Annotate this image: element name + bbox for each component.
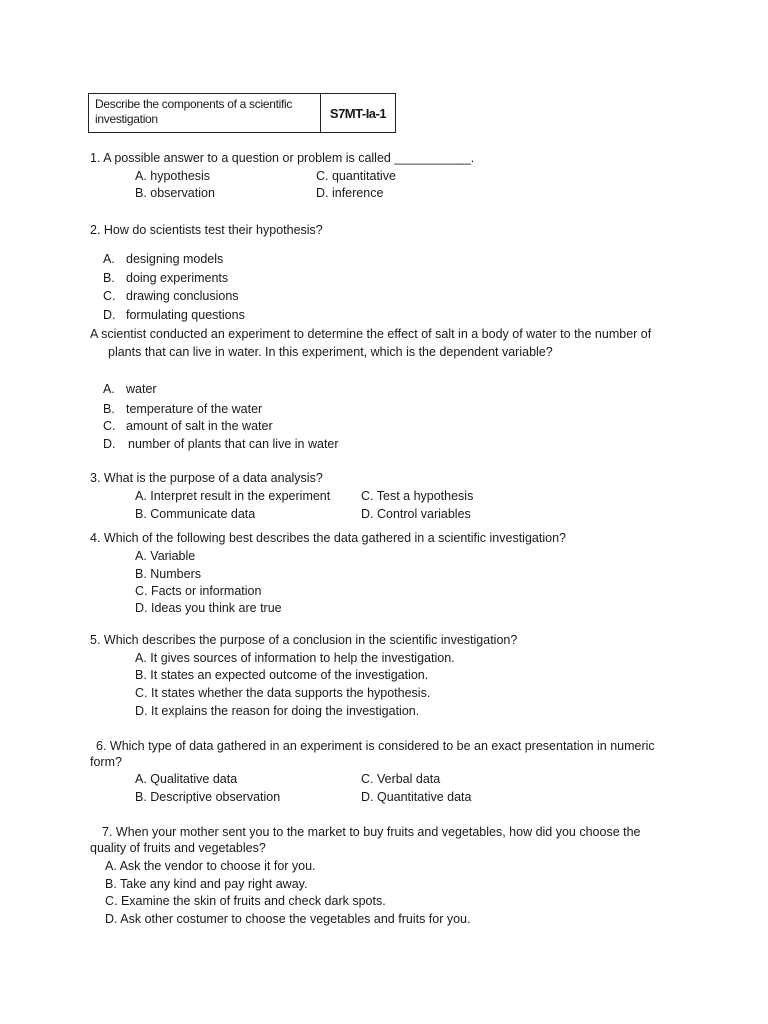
question-4: 4. Which of the following best describes the data gathered in a scientific investigation?	[90, 531, 566, 545]
q4-choice-c: C. Facts or information	[135, 584, 262, 598]
q2-choice-a: designing models	[126, 252, 224, 266]
question-7-line2: quality of fruits and vegetables?	[90, 841, 266, 855]
q2-choice-d: formulating questions	[126, 308, 245, 322]
q2-choice-c-letter: C.	[103, 289, 116, 303]
question-salt-line1: A scientist conducted an experiment to determine the effect of salt in a body of water to the number of	[90, 327, 652, 341]
question-1: 1. A possible answer to a question or problem is called ___________.	[90, 151, 475, 165]
q7-choice-a: A. Ask the vendor to choose it for you.	[105, 859, 316, 873]
q2-choice-b: doing experiments	[126, 271, 229, 285]
competency-description: Describe the components of a scientific investigation	[89, 94, 321, 132]
q3-choice-a: A. Interpret result in the experiment	[135, 489, 331, 503]
question-5: 5. Which describes the purpose of a conclusion in the scientific investigation?	[90, 633, 518, 647]
qsalt-choice-d-letter: D.	[103, 437, 116, 451]
q5-choice-a: A. It gives sources of information to help the investigation.	[135, 651, 455, 665]
q5-choice-d: D. It explains the reason for doing the investigation.	[135, 704, 420, 718]
q6-choice-c: C. Verbal data	[361, 772, 441, 786]
q1-choice-c: C. quantitative	[316, 169, 396, 183]
q2-choice-d-letter: D.	[103, 308, 116, 322]
q1-choice-b: B. observation	[135, 186, 215, 200]
q3-choice-d: D. Control variables	[361, 507, 471, 521]
qsalt-choice-b-letter: B.	[103, 402, 115, 416]
q4-choice-b: B. Numbers	[135, 567, 201, 581]
q3-choice-c: C. Test a hypothesis	[361, 489, 474, 503]
qsalt-choice-a: water	[126, 382, 157, 396]
competency-header-table	[88, 93, 396, 133]
q6-choice-d: D. Quantitative data	[361, 790, 472, 804]
q1-choice-d: D. inference	[316, 186, 384, 200]
q7-choice-d: D. Ask other costumer to choose the vegetables and fruits for you.	[105, 912, 471, 926]
q2-choice-a-letter: A.	[103, 252, 115, 266]
qsalt-choice-b: temperature of the water	[126, 402, 263, 416]
qsalt-choice-c: amount of salt in the water	[126, 419, 273, 433]
q7-choice-c: C. Examine the skin of fruits and check dark spots.	[105, 894, 386, 908]
q6-choice-a: A. Qualitative data	[135, 772, 238, 786]
q5-choice-b: B. It states an expected outcome of the investigation.	[135, 668, 429, 682]
qsalt-choice-d: number of plants that can live in water	[128, 437, 339, 451]
q5-choice-c: C. It states whether the data supports the hypothesis.	[135, 686, 431, 700]
q1-choice-a: A. hypothesis	[135, 169, 211, 183]
question-6-line1: 6. Which type of data gathered in an experiment is considered to be an exact presentation in numeric	[96, 739, 655, 753]
q6-choice-b: B. Descriptive observation	[135, 790, 281, 804]
question-2: 2. How do scientists test their hypothesis?	[90, 223, 323, 237]
q3-choice-b: B. Communicate data	[135, 507, 256, 521]
competency-code: S7MT-Ia-1	[329, 105, 387, 121]
qsalt-choice-c-letter: C.	[103, 419, 116, 433]
q4-choice-a: A. Variable	[135, 549, 196, 563]
q2-choice-b-letter: B.	[103, 271, 115, 285]
q2-choice-c: drawing conclusions	[126, 289, 239, 303]
qsalt-choice-a-letter: A.	[103, 382, 115, 396]
q7-choice-b: B. Take any kind and pay right away.	[105, 877, 308, 891]
q4-choice-d: D. Ideas you think are true	[135, 601, 282, 615]
question-salt-line2: plants that can live in water. In this experiment, which is the dependent variable?	[108, 345, 553, 359]
question-6-line2: form?	[90, 755, 122, 769]
question-7-line1: 7. When your mother sent you to the market to buy fruits and vegetables, how did you choose the	[102, 825, 641, 839]
question-3: 3. What is the purpose of a data analysis?	[90, 471, 323, 485]
